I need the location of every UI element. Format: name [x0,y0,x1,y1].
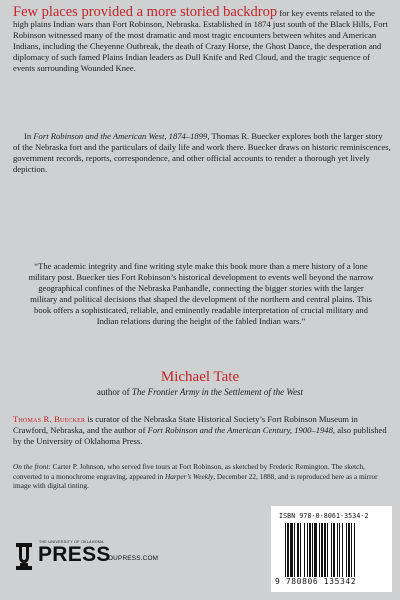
intro-lead: Few places provided a more storied backdrop [13,4,278,20]
endorser-book-title: The Frontier Army in the Settlement of the West [131,387,304,397]
description-after: Thomas R. Buecker explores both the larger story of the Nebraska fort and the particulars of daily life and work there. Buecker draws on historic reminiscences, government records, reports, correspondence, and other official accounts to render a thorough yet lively depiction. [13,131,391,175]
intro-paragraph [13,5,391,75]
description-book-title: Fort Robinson and the American West, 1874–1899, [33,131,210,141]
barcode-icon [285,523,379,577]
cover-note-label: On the front: [13,462,51,471]
endorser-name: Michael Tate [160,369,240,385]
publisher-press-wordmark: PRESS [38,543,111,566]
publisher-university-line: THE UNIVERSITY OF OKLAHOMA [39,540,104,544]
author-bio-text2: , also published by the University of Oklahoma Press. [13,425,387,447]
isbn-barcode [271,506,392,592]
author-bio-text1: is curator of the Nebraska State Historical Society’s Fort Robinson Museum in Crawford, Nebraska, and the author of [13,414,358,436]
cover-note-text1: Carter P. Johnson, who served five tours at Fort Robinson, as sketched by Frederic Remington. The sketch, converted to a monochrome engraving, appeared in [13,462,365,481]
cover-note-text2: , December 22, 1888, and is reproduced here as a mirror image with digital tinting. [13,471,378,491]
description-paragraph [13,131,391,175]
endorsement-quote: “The academic integrity and fine writing style make this book more than a mere history of a lone military post. Buecker ties Fort Robinson’s historical development to events well beyond the narrow geographical confines of the Nebraska Panhandle, connecting the bigger stories with the larger military and political decisions that shaped the development of the northern and central plains. This book offers a sophisticated, reliable, and eminently readable interpretation of crucial military and Indian relations during the height of the fabled Indian wars.” [28,261,374,327]
author-other-book: Fort Robinson and the American Century, 1900–1948 [147,425,333,436]
cover-image-note [13,462,391,491]
description-before: In [24,131,34,141]
publisher-url: OUPRESS.COM [108,555,159,562]
intro-body: for key events related to the high plains Indian wars than Fort Robinson, Nebraska. Established in 1874 just south of the Black Hills, Fort Robinson witnessed many of the most dramatic and most tragic encounters between whites and American Indians, including the Cheyenne Outbreak, the death of Crazy Horse, the Ghost Dance, the desperation and diplomacy of such famed Plains Indian leaders as Dull Knife and Red Cloud, and the tragic sequence of events surrounding Wounded Knee. [13,8,388,74]
barcode-digits: 9 780806 135342 [275,577,357,586]
isbn-number: ISBN 978-0-8061-3534-2 [279,512,369,520]
author-name: Thomas R. Buecker [13,414,86,424]
endorser-credit-prefix: author of [96,387,132,397]
cover-note-magazine: Harper’s Weekly [164,471,214,481]
ou-logo-icon [14,542,34,572]
endorser-credit [0,387,400,398]
author-bio [13,414,391,447]
